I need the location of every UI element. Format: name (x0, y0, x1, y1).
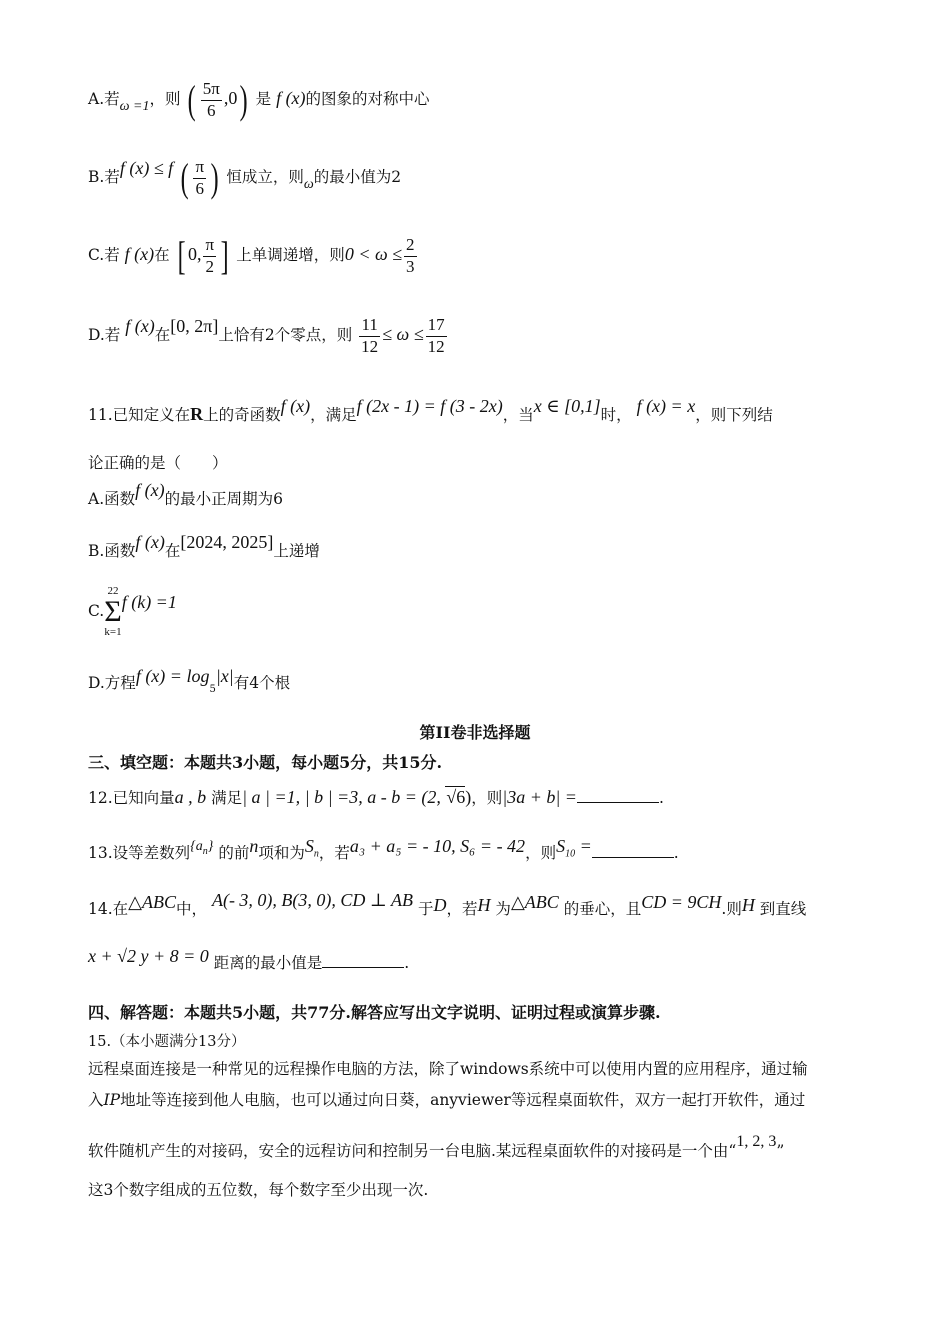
answer-blank[interactable] (592, 843, 674, 858)
q13: 13.设等差数列$\{a_n\}$ 的前n项和为$S_n$，若a₃ + a₅ = - 10, S₆ = - 42，则$S_{10}$ = . (88, 836, 679, 862)
q15-header: 15.（本小题满分13分） (88, 1034, 246, 1050)
q14-line2: x + √2 y + 8 = 0 距离的最小值是 . (88, 946, 410, 972)
q15-body: 远程桌面连接是一种常见的远程操作电脑的方法，除了windows系统中可以使用内置的应用程序，通过输 入IP地址等连接到他人电脑，也可以通过向日葵，anyviewer等远程桌面软件，双方一起打开软件，通过 软件随机产生的对接码，安全的远程访问和控制另一台电脑.某远程桌面软件的对接码是一个由“1, 2, 3” 这3个数字组成的五位数，每个数字至少出现一次. (88, 1060, 808, 1199)
q11-option-a: A.函数f (x)的最小正周期为6 (88, 480, 283, 508)
q11-stem: 11.已知定义在R上的奇函数f (x)，满足f (2x - 1) = f (3 - 2x)，当x ∈ [0,1]时， f (x) = x，则下列结 (88, 396, 773, 424)
q11-stem-line2: 论正确的是（ ） (88, 454, 228, 472)
q12: 12.已知向量a , b 满足| a | =1, | b | =3, a - b = (2, √6)，则|3a + b| = . (88, 787, 664, 807)
q11-option-b: B.函数f (x)在[2024, 2025]上递增 (88, 532, 320, 560)
fraction: $\frac{5\pi}{6}$ (202, 79, 220, 120)
q10-option-d: D.若 f (x)在[0, 2π]上恰有2个零点，则 $\frac{11}{12}$ ≤ ω ≤ $\frac{17}{12}$ (88, 315, 445, 356)
q10-option-c: C.若 f (x)在 [ 0, $\frac{\pi}{2}$ ] 上单调递增，则0 < ω ≤ $\frac{2}{3}$ (88, 233, 415, 279)
q11-option-d: D.方程f $(x) = \log_5|x|$有4个根 (88, 666, 291, 696)
left-paren: ( (188, 77, 197, 123)
section2-title: 第II卷非选择题 (419, 723, 531, 742)
right-paren: ) (240, 77, 249, 123)
summation: 22 Σ k=1 (104, 585, 122, 638)
section4-heading: 四、解答题：本题共5小题，共77分.解答应写出文字说明、证明过程或演算步骤. (88, 1003, 661, 1022)
answer-blank[interactable] (322, 953, 404, 968)
q11-option-c: C. 22 Σ k=1 f (k) =1 (88, 585, 177, 638)
q10-option-a: A.若ω =1，则 ( $\frac{5\pi}{6}$ ,0) 是 f (x)的图象的对称中心 (88, 77, 430, 123)
q14: 14.在△ABC中， A(- 3, 0), B(3, 0), CD ⊥ AB 于D，若H 为△ABC 的垂心，且CD = 9CH.则H 到直线 (88, 890, 807, 918)
answer-blank[interactable] (577, 788, 659, 803)
q10-option-b: B.若f (x) ≤ f ( $\frac{\pi}{6}$ ) 恒成立，则ω的最小值为2 (88, 155, 402, 201)
section3-heading: 三、填空题：本题共3小题，每小题5分，共15分. (88, 753, 443, 772)
